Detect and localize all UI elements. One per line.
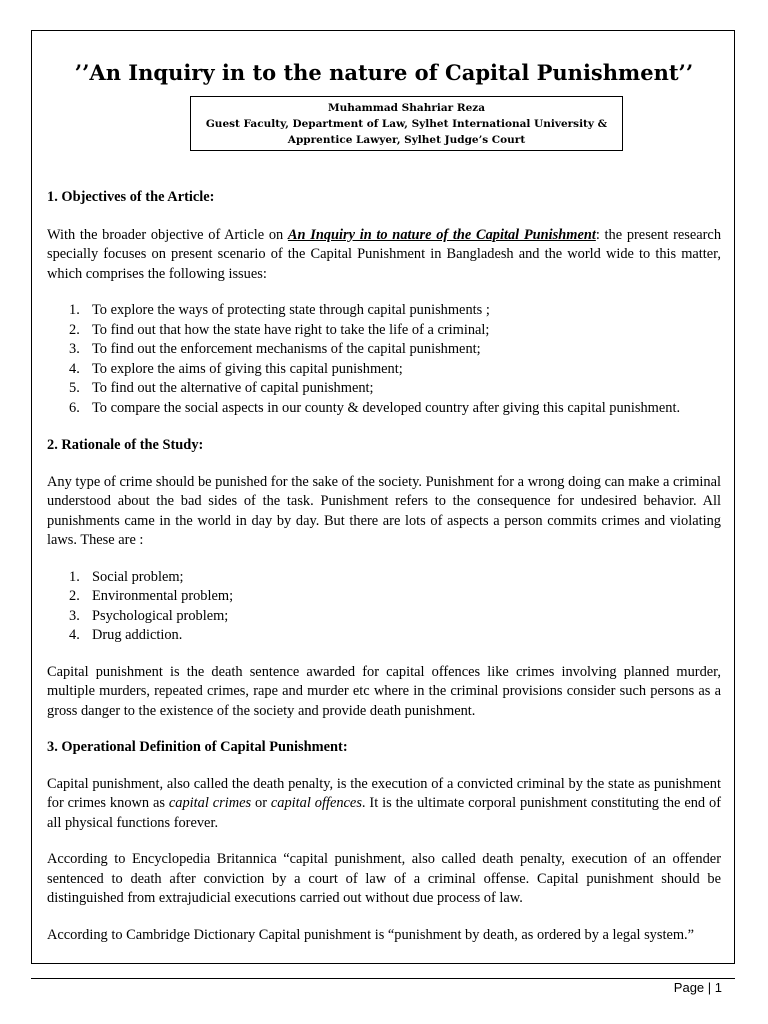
list-item: 1. Social problem; <box>69 568 184 585</box>
objectives-intro: With the broader objective of Article on An Inquiry in to nature of the Capital Punishment: the present research specially focuses on present scenario of the Capital Punishment in Bangladesh and the world wide to this matter, which comprises the following issues: <box>47 226 722 282</box>
page-number: Page | 1 <box>673 980 722 995</box>
rationale-paragraph: Any type of crime should be punished for the sake of the society. Punishment for a wrong doing can make a criminal understood about the bad sides of the task. Punishment refers to the consequence for undesired behavior. All punishments came in the world in day by day. But there are lots of aspects a person commits crimes and violating laws. These are : <box>47 473 721 548</box>
article-title-reference: An Inquiry in to nature of the Capital Punishment <box>287 226 596 243</box>
section-heading-objectives: 1. Objectives of the Article: <box>47 189 215 205</box>
definition-paragraph: Capital punishment, also called the death penalty, is the execution of a convicted criminal by the state as punishment for crimes known as capital crimes or capital offences. It is the ultimate corporal punishment constituting the end of all physical functions forever. <box>47 775 721 831</box>
document-title: ’’An Inquiry in to the nature of Capital Punishment’’ <box>74 60 694 85</box>
objectives-list <box>47 301 721 418</box>
list-item: 2. Environmental problem; <box>69 588 234 604</box>
list-item: 5. To find out the alternative of capital punishment; <box>69 380 374 396</box>
list-item: 4. Drug addiction. <box>69 627 183 643</box>
crime-aspects-list <box>47 568 721 646</box>
list-item: 3. Psychological problem; <box>69 607 229 624</box>
capital-punishment-paragraph: Capital punishment is the death sentence awarded for capital offences like crimes involving planned murder, multiple murders, repeated crimes, rape and murder etc where in the criminal provisions consider such persons as a gross danger to the existence of the society and provide death punishment. <box>47 663 721 719</box>
article-body <box>47 188 721 945</box>
britannica-definition: According to Encyclopedia Britannica “capital punishment, also called death penalty, execution of an offender sentenced to death after conviction by a court of law of a criminal offense. Capital punishment should be distinguished from extrajudicial executions carried out without due process of law. <box>47 851 721 906</box>
author-affiliation-2: Apprentice Lawyer, Sylhet Judge’s Court <box>287 134 526 146</box>
list-item: 1. To explore the ways of protecting state through capital punishments ; <box>69 302 490 318</box>
list-item: 2. To find out that how the state have right to take the life of a criminal; <box>69 321 490 338</box>
author-box <box>190 96 623 151</box>
author-name: Muhammad Shahriar Reza <box>327 102 486 114</box>
list-item: 4. To explore the aims of giving this capital punishment; <box>69 360 403 377</box>
list-item: 3. To find out the enforcement mechanisms of the capital punishment; <box>69 341 481 357</box>
section-heading-definition: 3. Operational Definition of Capital Punishment: <box>47 739 348 755</box>
section-heading-rationale: 2. Rationale of the Study: <box>47 437 204 453</box>
cambridge-definition: According to Cambridge Dictionary Capital punishment is “punishment by death, as ordered by a legal system.” <box>47 926 695 943</box>
footer-divider <box>31 978 735 979</box>
author-affiliation: Guest Faculty, Department of Law, Sylhet International University & <box>205 118 608 130</box>
list-item: 6. To compare the social aspects in our county & developed country after giving this capital punishment. <box>69 399 681 416</box>
